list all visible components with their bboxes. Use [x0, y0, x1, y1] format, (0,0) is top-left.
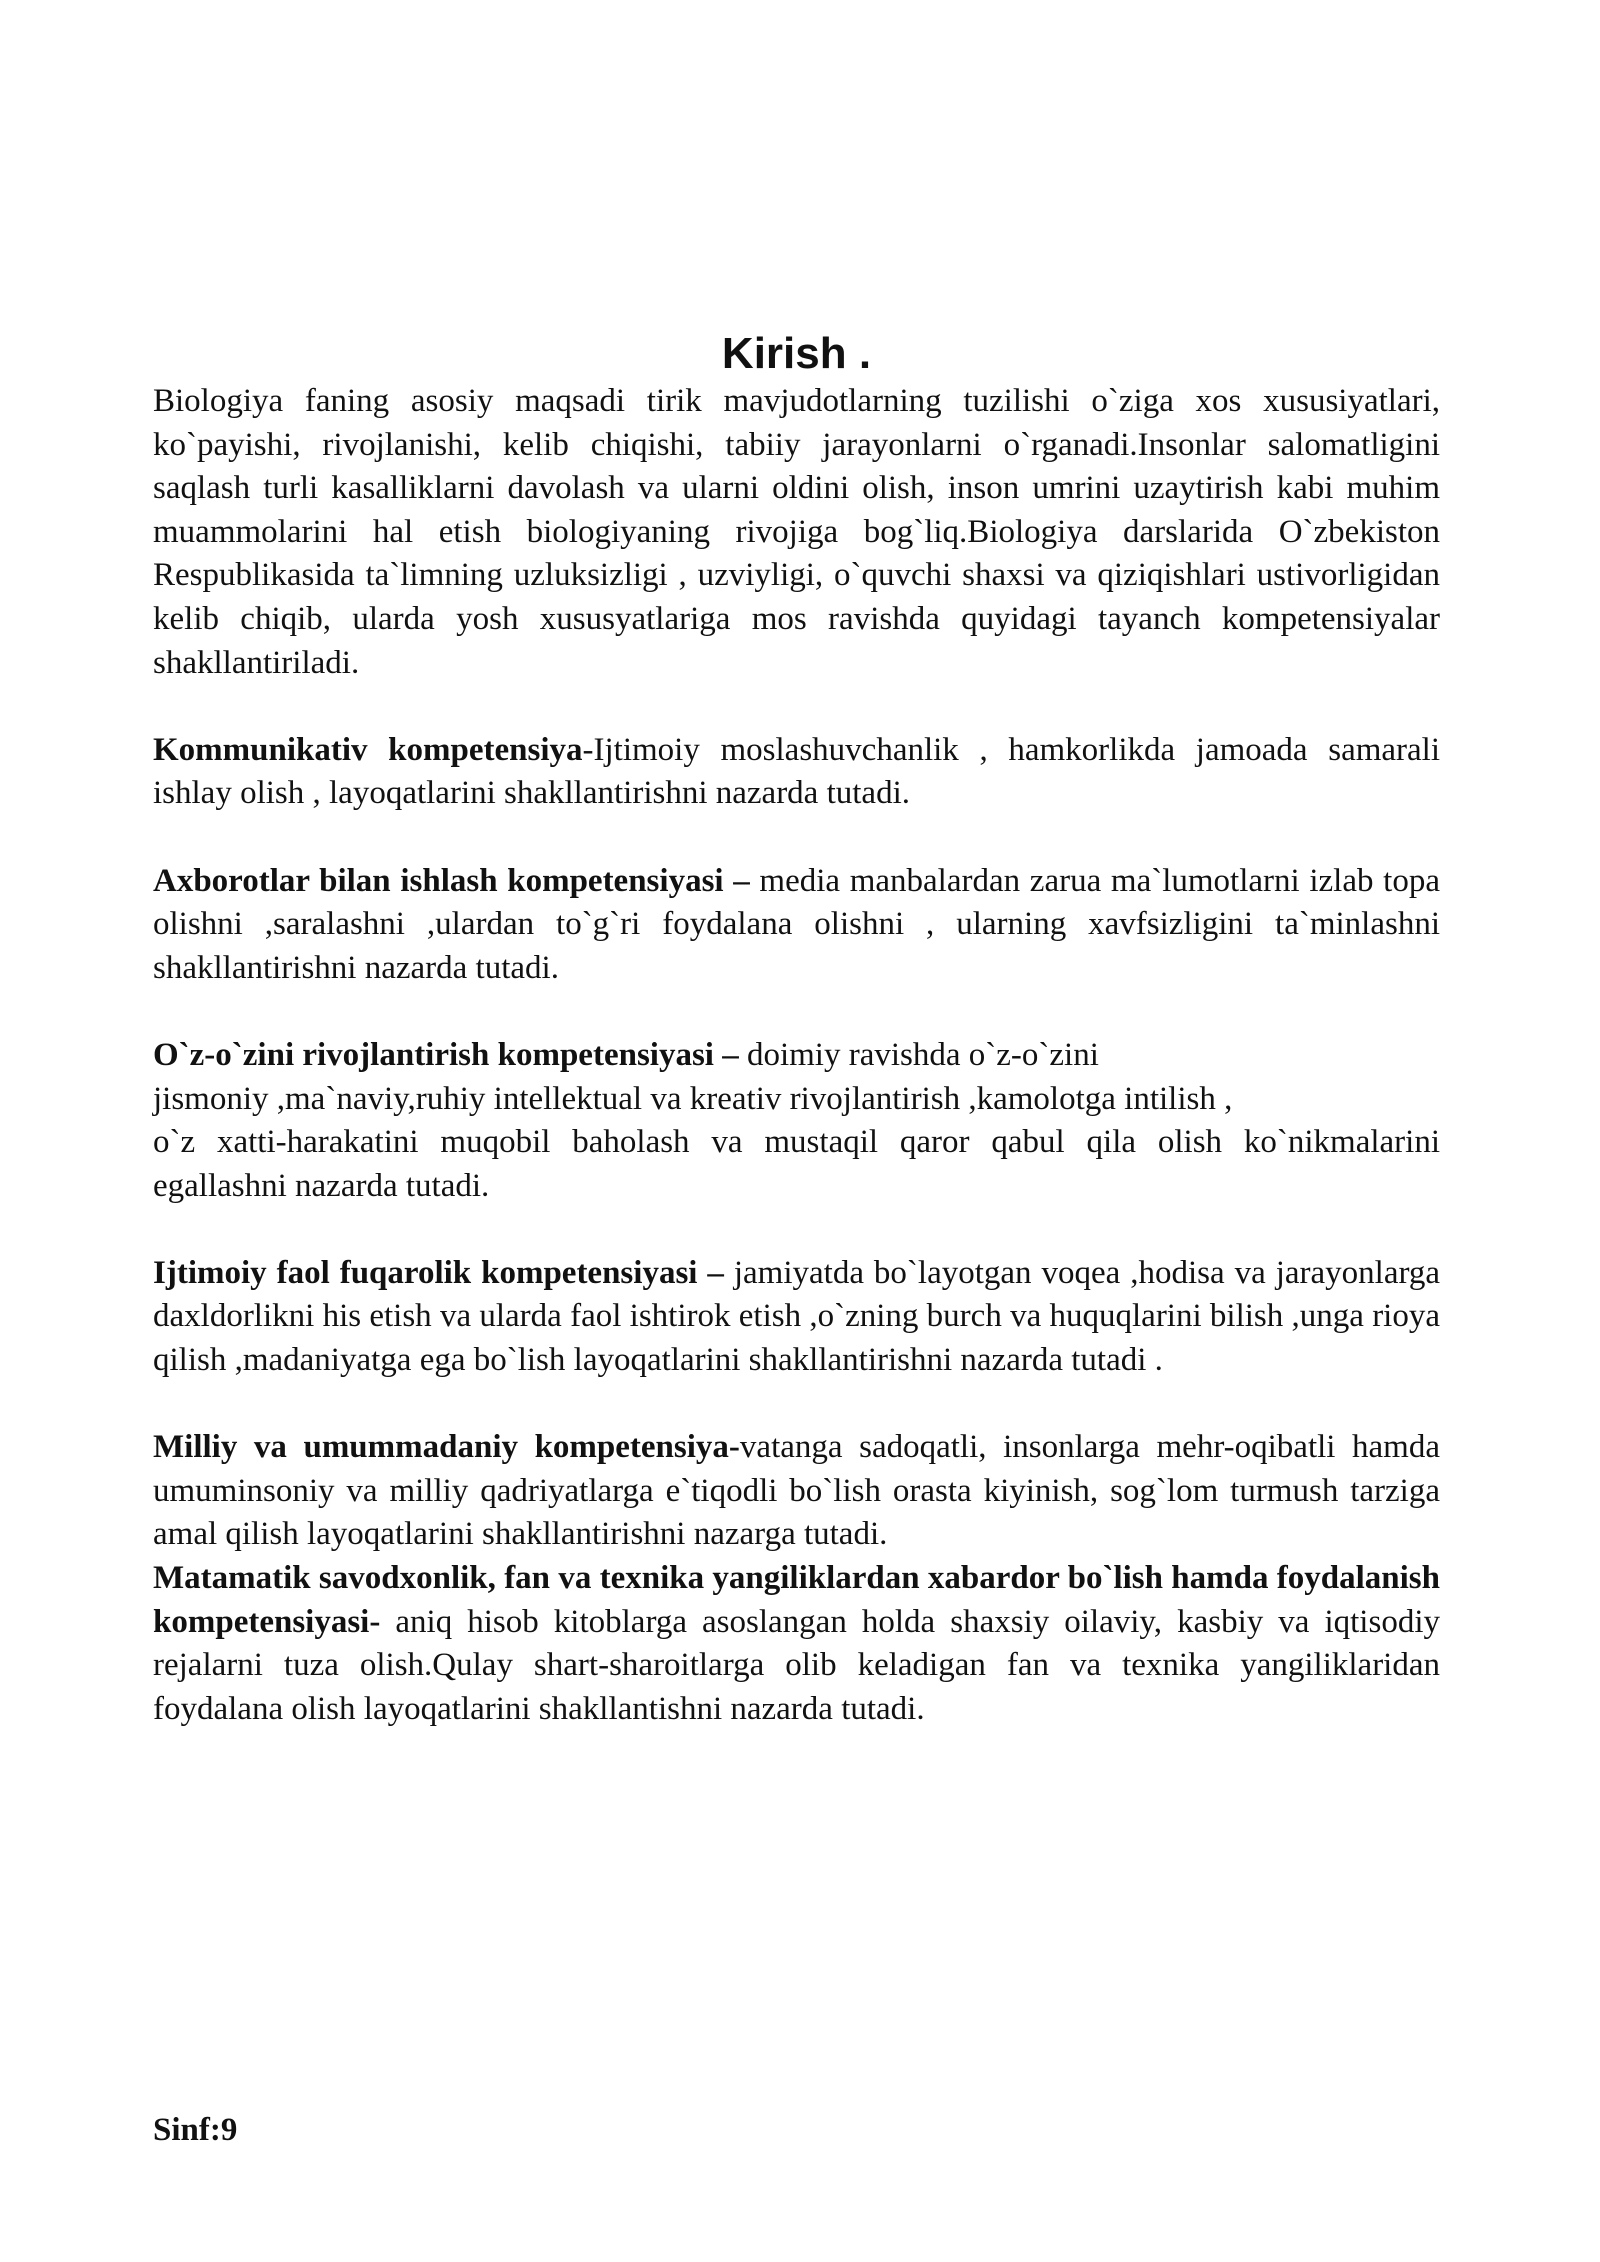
section-national-cultural — [153, 1426, 1440, 1557]
section-body: vatanga sadoqatli, insonlarga mehr-oqibatli hamda umuminsoniy va milliy qadriyatlarga e`tiqodli bo`lish orasta kiyinish, sog`lom turmush tarziga amal qilish layoqatlarini shakllantirishni nazarga tutadi. — [153, 1429, 1440, 1553]
section-heading: Milliy va umummadaniy kompetensiya- — [153, 1429, 740, 1466]
section-civic — [153, 1252, 1440, 1383]
section-self-development — [153, 1034, 1440, 1208]
intro-paragraph: Biologiya faning asosiy maqsadi tirik mavjudotlarning tuzilishi o`ziga xos xususiyatlari, ko`payishi, rivojlanishi, kelib chiqishi, tabiiy jarayonlarni o`rganadi.Insonlar salomatligini saqlash turli kasalliklarni davolash va ularni oldini olish, inson umrini uzaytirish kabi muhim muammolarini hal etish biologiyaning rivojiga bog`liq.Biologiya darslarida O`zbekiston Respublikasida ta`limning uzluksizligi , uzviyligi, o`quvchi shaxsi va qiziqishlari ustivorligidan kelib chiqib, ularda yosh xususyatlariga mos ravishda quyidagi tayanch kompetensiyalar shakllantiriladi. — [153, 383, 1440, 681]
section-information — [153, 860, 1440, 991]
grade-label: Sinf:9 — [153, 2112, 238, 2148]
section-body: media manbalardan zarua ma`lumotlarni izlab topa olishni ,saralashni ,ulardan to`g`ri foydalana olishni , ularning xavfsizligini ta`minlashni shakllantirishni nazarda tutadi. — [153, 862, 1440, 986]
section-heading: O`z-o`zini rivojlantirish kompetensiyasi – — [153, 1036, 739, 1073]
section-body: -Ijtimoiy moslashuvchanlik , hamkorlikda jamoada samarali ishlay olish , layoqatlarini shakllantirishni nazarda tutadi. — [153, 731, 1441, 812]
section-communicative — [153, 729, 1440, 816]
section-heading: Axborotlar bilan ishlash kompetensiyasi – — [153, 862, 750, 899]
section-heading: Kommunikativ kompetensiya — [153, 731, 583, 768]
document-title: Kirish . — [721, 329, 872, 378]
section-body: jamiyatda bo`layotgan voqea ,hodisa va jarayonlarga daxldorlikni his etish va ularda faol ishtirok etish ,o`zning burch va huquqlarini bilish ,unga rioya qilish ,madaniyatga ega bo`lish layoqatlarini shakllantirishni nazarda tutadi . — [153, 1254, 1441, 1379]
document-page — [153, 322, 1440, 1731]
section-heading: Matamatik savodxonlik, fan va texnika yangiliklardan xabardor bo`lish hamda foydalanish kompetensiyasi- — [153, 1560, 1440, 1640]
section-heading: Ijtimoiy faol fuqarolik kompetensiyasi – — [153, 1254, 724, 1291]
section-math-literacy — [153, 1557, 1440, 1731]
section-body: aniq hisob kitoblarga asoslangan holda shaxsiy oilaviy, kasbiy va iqtisodiy rejalarni tuza olish.Qulay shart-sharoitlarga olib keladigan fan va texnika yangiliklaridan foydalana olish layoqatlarini shakllantishni nazarda tutadi. — [153, 1603, 1440, 1727]
section-body-line: jismoniy ,ma`naviy,ruhiy intellektual va kreativ rivojlantirish ,kamolotga intilish , — [153, 1080, 1233, 1117]
section-body-rest: o`z xatti-harakatini muqobil baholash va mustaqil qaror qabul qila olish ko`nikmalarini egallashni nazarda tutadi. — [153, 1124, 1440, 1204]
section-body: doimiy ravishda o`z-o`zini — [738, 1036, 1099, 1073]
